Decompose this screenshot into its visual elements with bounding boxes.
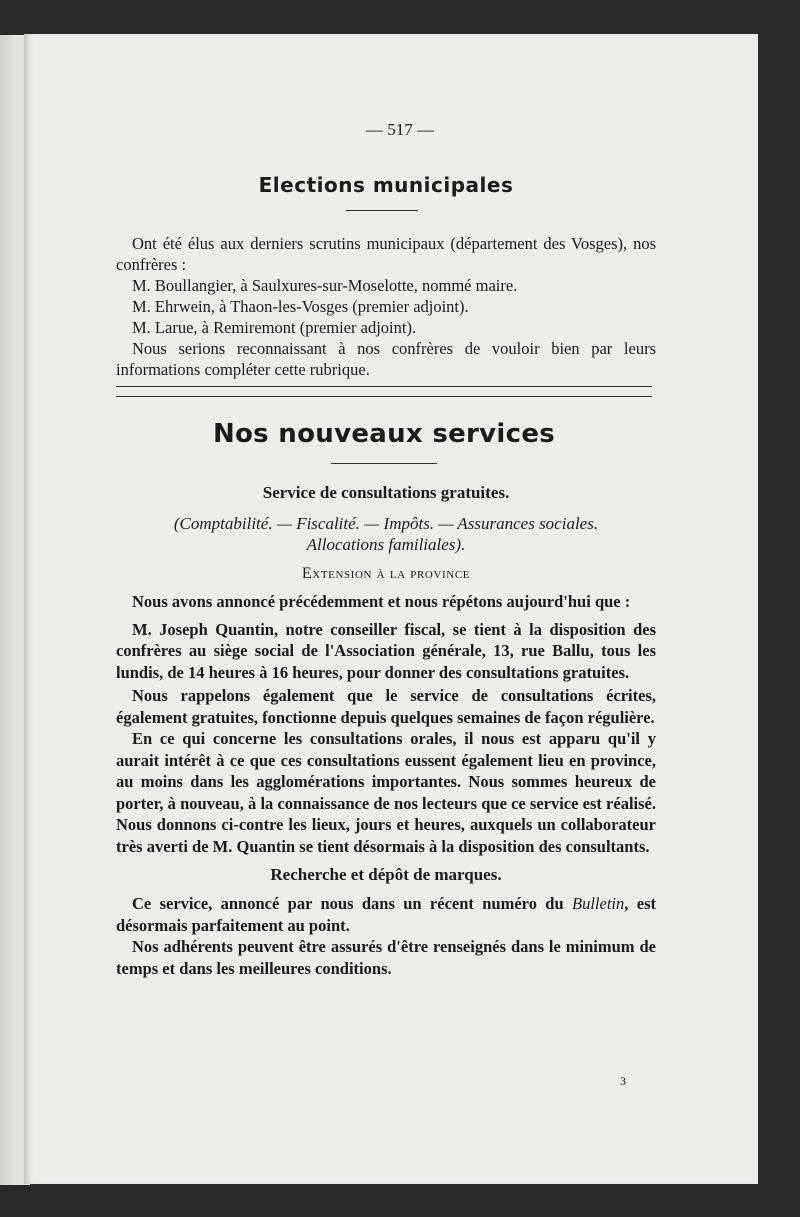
elected-item: M. Larue, à Remiremont (premier adjoint). <box>132 318 417 337</box>
services-paragraph: Nous avons annoncé précédemment et nous répétons aujourd'hui que : <box>132 592 631 611</box>
topics-line: (Comptabilité. — Fiscalité. — Impôts. — Assurances sociales. <box>173 514 599 533</box>
elected-item: M. Boullangier, à Saulxures-sur-Moselotte, nommé maire. <box>132 276 518 295</box>
section-divider-bottom <box>116 396 652 397</box>
consultations-heading: Service de consultations gratuites. <box>262 483 510 502</box>
p5-text: , est désormais parfaitement au point. <box>116 894 656 935</box>
services-paragraph: En ce qui concerne les consultations orales, il nous est apparu qu'il y aurait intérêt à ce que ces consultations eussent également lieu en province, au moins dans les agglomérations importantes. Nous sommes heureux de porter, à nouveau, à la connaissance de nos lecteurs que ce service est réalisé. Nous donnons ci-contre les lieux, jours et heures, auxquels un collaborateur très averti de M. Quantin se tient désormais à la disposition des consultants. <box>116 729 656 856</box>
services-paragraph <box>116 893 656 936</box>
title-rule <box>346 210 418 211</box>
title-rule <box>331 463 437 464</box>
services-paragraph: Nos adhérents peuvent être assurés d'être renseignés dans le minimum de temps et dans les meilleures conditions. <box>116 937 656 978</box>
page-marker: 3 <box>620 1074 626 1088</box>
elected-item: M. Ehrwein, à Thaon-les-Vosges (premier adjoint). <box>132 297 469 316</box>
elections-intro: Ont été élus aux derniers scrutins municipaux (département des Vosges), nos confrères : <box>116 234 656 274</box>
marques-heading: Recherche et dépôt de marques. <box>270 865 502 884</box>
elections-title: Elections municipales <box>258 173 514 197</box>
services-paragraph: M. Joseph Quantin, notre conseiller fiscal, se tient à la disposition des confrères au siège social de l'Association générale, 13, rue Ballu, tous les lundis, de 14 heures à 16 heures, pour donner des consultations gratuites. <box>116 619 656 682</box>
services-paragraph: Nous rappelons également que le service de consultations écrites, également gratuites, fonctionne depuis quelques semaines de façon régulière. <box>116 686 656 727</box>
elections-closing: Nous serions reconnaissant à nos confrères de vouloir bien par leurs informations compléter cette rubrique. <box>116 339 656 379</box>
extension-heading: Extension à la province <box>301 565 471 582</box>
services-title: Nos nouveaux services <box>212 419 556 449</box>
folio: — 517 — <box>366 120 434 139</box>
p5-text: Ce service, annoncé par nous dans un récent numéro du <box>132 894 573 913</box>
bulletin-title: Bulletin <box>572 894 625 913</box>
topics-line: Allocations familiales). <box>306 535 466 554</box>
services-section <box>116 483 656 979</box>
section-divider-top <box>116 386 652 387</box>
elections-section <box>116 233 656 380</box>
